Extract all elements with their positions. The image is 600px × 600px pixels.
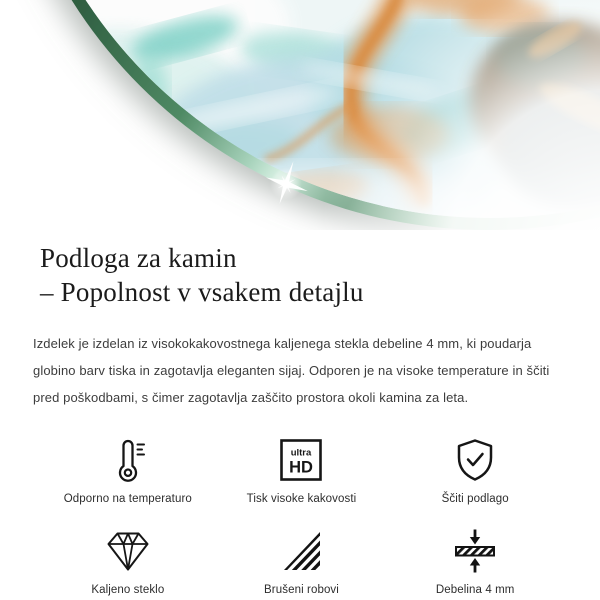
feature-tempered-glass (41, 525, 215, 596)
feature-label: Ščiti podlago (441, 493, 509, 505)
feature-print-quality (215, 434, 389, 505)
glass-panel-photo (0, 0, 600, 230)
ultra-label: ultra (291, 447, 312, 459)
feature-label: Brušeni robovi (264, 584, 339, 596)
feature-protects-surface (388, 434, 562, 505)
feature-label: Odporno na temperaturo (63, 493, 192, 505)
diamond-icon (104, 525, 152, 575)
ultra-hd-icon (277, 434, 325, 484)
feature-label: Debelina 4 mm (435, 584, 515, 596)
feature-label: Kaljeno steklo (91, 584, 165, 596)
product-hero-image (0, 0, 600, 230)
feature-temperature-resistant (41, 434, 215, 505)
product-copy (0, 241, 600, 596)
title-line-2: – Popolnost v vsakem detajlu (40, 277, 364, 307)
product-description: Izdelek je izdelan iz visokokakovostnega kaljenega stekla debeline 4 mm, ki poudarja globino barv tiska in zagotavlja eleganten sijaj. Odporen je na visoke temperature in ščiti pred poškodbami, s čimer zagotavlja zaščito prostora okoli kamina za leta. (33, 336, 550, 405)
page-title (40, 241, 570, 309)
highlight-washout (0, 0, 600, 230)
beveled-edges-icon (277, 525, 325, 575)
thickness-icon (451, 525, 499, 575)
feature-label: Tisk visoke kakovosti (246, 493, 357, 505)
hd-label: HD (289, 458, 314, 477)
feature-beveled-edges (215, 525, 389, 596)
title-line-1: Podloga za kamin (40, 243, 237, 273)
shield-check-icon (451, 434, 499, 484)
thermometer-icon (104, 434, 152, 484)
features-grid (33, 434, 570, 596)
feature-thickness (388, 525, 562, 596)
